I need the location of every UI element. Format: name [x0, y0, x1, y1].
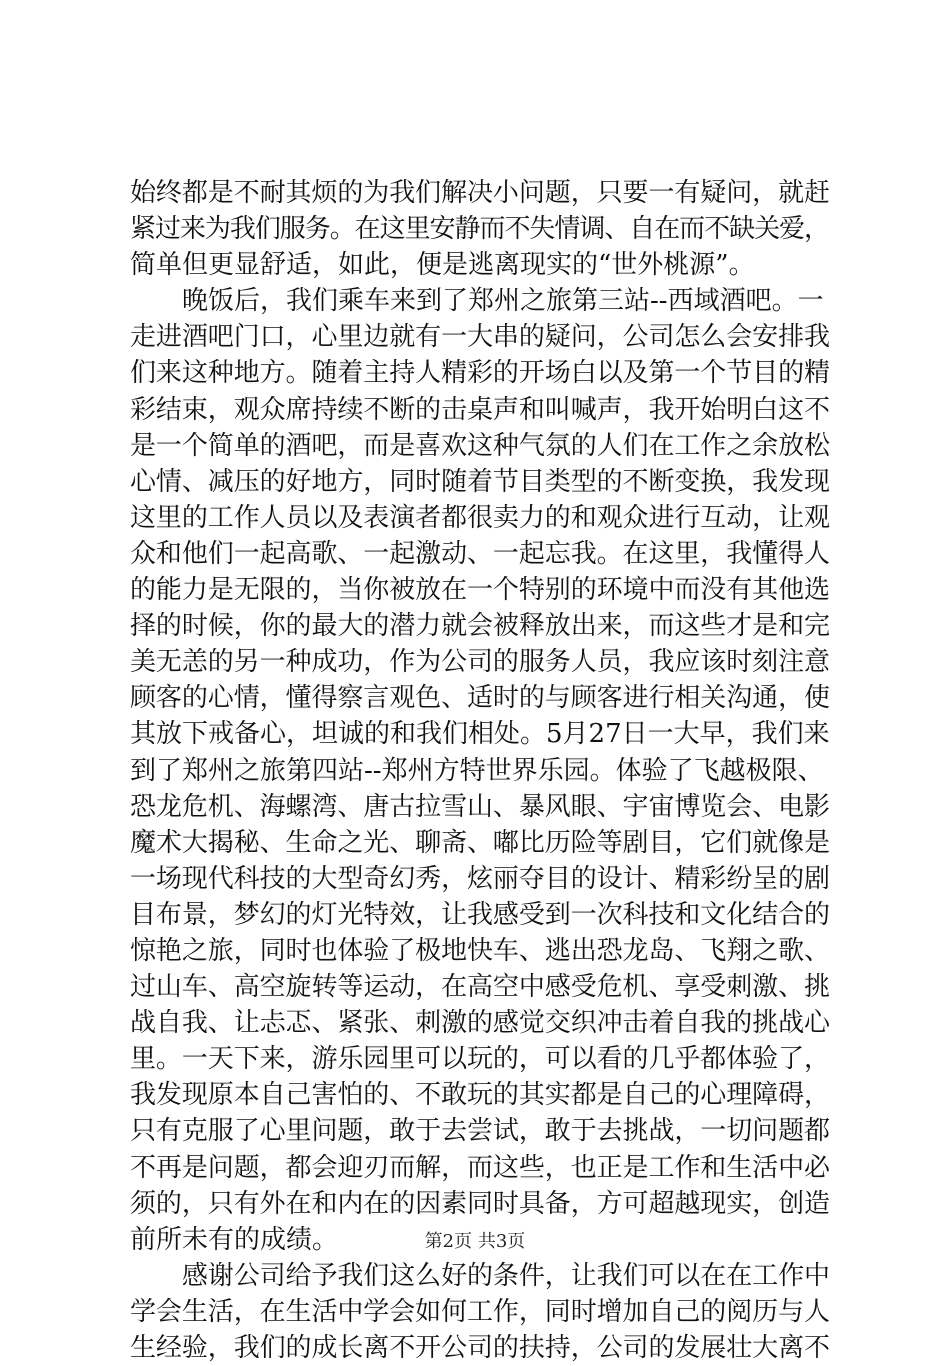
text-line: 恐龙危机、海螺湾、唐古拉雪山、暴风眼、宇宙博览会、电影 [130, 791, 830, 822]
text-line: 顾客的心情，懂得察言观色、适时的与顾客进行相关沟通，使 [130, 683, 830, 714]
text-line: 感谢公司给予我们这么好的条件，让我们可以在在工作中 [130, 1260, 830, 1291]
text-line: 其放下戒备心，坦诚的和我们相处。5月27日一大早，我们来 [130, 719, 830, 750]
text-line: 的能力是无限的，当你被放在一个特别的环境中而没有其他选 [130, 575, 830, 606]
text-line: 们来这种地方。随着主持人精彩的开场白以及第一个节目的精 [130, 358, 830, 389]
text-line: 里。一天下来，游乐园里可以玩的，可以看的几乎都体验了， [130, 1044, 830, 1075]
text-line: 这里的工作人员以及表演者都很卖力的和观众进行互动，让观 [130, 502, 830, 533]
text-line: 择的时候，你的最大的潜力就会被释放出来，而这些才是和完 [130, 611, 830, 642]
text-line: 须的，只有外在和内在的因素同时具备，方可超越现实，创造 [130, 1188, 830, 1219]
text-line: 不再是问题，都会迎刃而解，而这些，也正是工作和生活中必 [130, 1152, 830, 1183]
text-line: 一场现代科技的大型奇幻秀，炫丽夺目的设计、精彩纷呈的剧 [130, 863, 830, 894]
text-line: 众和他们一起高歌、一起激动、一起忘我。在这里，我懂得人 [130, 538, 830, 569]
text-line: 紧过来为我们服务。在这里安静而不失情调、自在而不缺关爱， [130, 214, 829, 245]
text-line: 到了郑州之旅第四站--郑州方特世界乐园。体验了飞越极限、 [130, 755, 824, 786]
text-line: 学会生活，在生活中学会如何工作，同时增加自己的阅历与人 [130, 1296, 830, 1327]
text-line: 过山车、高空旋转等运动，在高空中感受危机、享受刺激、挑 [130, 972, 830, 1003]
text-line: 走进酒吧门口，心里边就有一大串的疑问，公司怎么会安排我 [130, 322, 830, 353]
text-line: 目布景，梦幻的灯光特效，让我感受到一次科技和文化结合的 [130, 899, 830, 930]
text-line: 魔术大揭秘、生命之光、聊斋、嘟比历险等剧目，它们就像是 [130, 827, 830, 858]
text-line: 是一个简单的酒吧，而是喜欢这种气氛的人们在工作之余放松 [130, 430, 830, 461]
text-line: 始终都是不耐其烦的为我们解决小问题，只要一有疑问，就赶 [130, 178, 830, 208]
text-line: 美无恙的另一种成功，作为公司的服务人员，我应该时刻注意 [130, 647, 830, 678]
text-line: 彩结束，观众席持续不断的击桌声和叫喊声，我开始明白这不 [130, 394, 830, 425]
text-line: 前所未有的成绩。 [130, 1224, 339, 1255]
text-line: 惊艳之旅，同时也体验了极地快车、逃出恐龙岛、飞翔之歌、 [130, 935, 830, 966]
text-line: 只有克服了心里问题，敢于去尝试，敢于去挑战，一切问题都 [130, 1116, 830, 1147]
text-line: 心情、减压的好地方，同时随着节目类型的不断变换，我发现 [130, 466, 830, 497]
page-footer: 第2页 共3页 [424, 1231, 526, 1252]
text-line: 生经验，我们的成长离不开公司的扶持，公司的发展壮大离不 [130, 1333, 830, 1363]
text-line: 我发现原本自己害怕的、不敢玩的其实都是自己的心理障碍， [130, 1080, 830, 1111]
text-line: 战自我、让忐忑、紧张、刺激的感觉交织冲击着自我的挑战心 [130, 1008, 830, 1039]
text-line: 晚饭后，我们乘车来到了郑州之旅第三站--西域酒吧。一 [130, 286, 824, 317]
text-line: 简单但更显舒适，如此，便是逃离现实的“世外桃源”。 [130, 250, 755, 281]
body-text [130, 175, 830, 1366]
